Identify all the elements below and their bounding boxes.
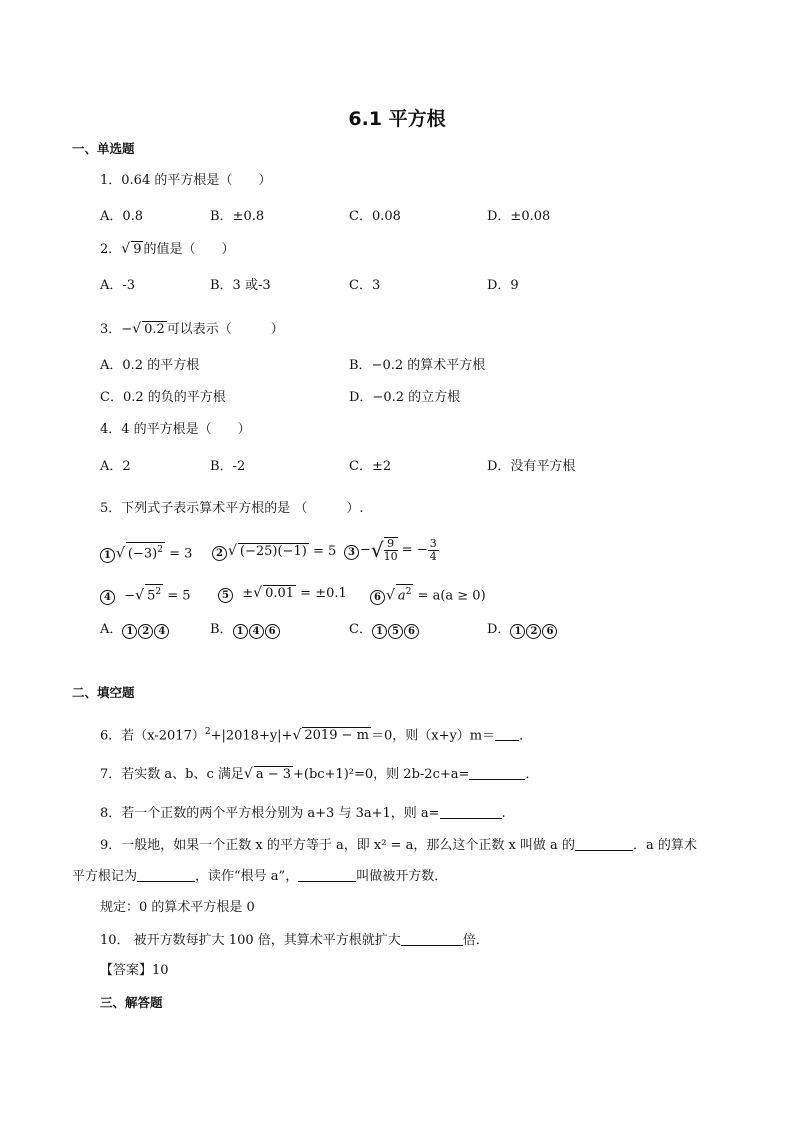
question-9-rule: 规定：0 的算术平方根是 0: [100, 900, 255, 915]
question-1-option-a: A．0.8: [100, 209, 144, 224]
expression-2-radicand: (−25)(−1): [239, 544, 307, 559]
circled-number-icon: 1: [122, 624, 137, 639]
question-9-part-d: ，读作“根号 a”，: [195, 869, 299, 884]
question-2-option-d: D．9: [487, 278, 519, 293]
question-4-option-c: C．±2: [349, 459, 392, 474]
question-3-radicand: 0.2: [144, 322, 165, 337]
radical-sign-icon: √: [116, 545, 125, 562]
question-3-option-a: A．0.2 的平方根: [100, 358, 200, 373]
expression-3-fraction: [384, 537, 398, 563]
radical-sign-icon: √: [386, 587, 395, 604]
question-3-tail: 可以表示（ ）: [166, 322, 284, 337]
circled-number-icon: 6: [404, 624, 419, 639]
question-8: [100, 804, 506, 823]
page-title: 6.1 平方根: [348, 108, 446, 130]
question-8-end: .: [501, 806, 506, 821]
circled-number-icon: 2: [526, 624, 541, 639]
radical-sign-icon: √: [132, 321, 142, 337]
question-5-option-d: [487, 621, 558, 639]
expression-3-result-numerator: 3: [429, 536, 437, 550]
question-3-negative: −: [121, 322, 133, 337]
question-5-expression-4: [100, 584, 191, 605]
question-10-end: 倍．: [462, 933, 489, 948]
option-d-label: D．: [487, 622, 511, 637]
circled-number-icon: 1: [100, 548, 115, 563]
expression-6-exponent: 2: [405, 587, 412, 597]
expression-3-negative: −: [360, 542, 371, 558]
circled-number-icon: 4: [100, 590, 115, 605]
expression-4-radicand: [145, 584, 163, 603]
expression-3-numerator: 9: [384, 538, 398, 551]
question-6-part-c: ＝0，则（x+y）m＝: [370, 728, 496, 744]
question-10: [100, 931, 489, 950]
expression-5-radicand: 0.01: [265, 586, 295, 601]
radical-sign-icon: √: [228, 543, 237, 559]
circled-number-icon: 1: [372, 624, 387, 639]
question-9-answer-blank-3[interactable]: [298, 867, 356, 882]
question-10-answer-blank[interactable]: [401, 931, 463, 946]
section-heading-solution: 三、解答题: [100, 995, 163, 1010]
expression-6-radicand: [396, 584, 414, 603]
circled-number-icon: 3: [344, 545, 359, 560]
question-3-option-d: D．−0.2 的立方根: [349, 390, 461, 405]
question-5-option-a: [100, 621, 170, 639]
question-6-part-a: 6．若（x-2017）: [100, 728, 205, 744]
question-4-option-d: D．没有平方根: [487, 459, 576, 474]
option-b-label: B．: [210, 622, 233, 637]
option-a-label: A．: [100, 622, 123, 637]
question-6-exponent: 2: [204, 727, 211, 737]
circled-number-icon: 1: [233, 624, 248, 639]
question-5-option-c: [349, 621, 420, 639]
question-1-option-d: D．±0.08: [487, 209, 551, 224]
radical-sign-icon: √: [370, 538, 384, 562]
question-6-end: ．: [519, 728, 533, 744]
question-9-part-b: ．a 的算术: [632, 838, 697, 853]
question-1-stem: 1．0.64 的平方根是（ ）: [100, 173, 272, 188]
option-c-label: C．: [349, 622, 372, 637]
question-9-line-2: [72, 867, 447, 886]
question-4-option-a: A．2: [100, 459, 131, 474]
question-9-part-e: 叫做被开方数．: [356, 869, 448, 884]
circled-number-icon: 2: [212, 546, 227, 561]
circled-number-icon: 1: [510, 624, 525, 639]
question-3-stem: [100, 320, 284, 339]
question-2-stem: [100, 240, 235, 259]
question-2-tail: 的值是（ ）: [143, 242, 235, 257]
expression-6-base: a: [397, 588, 406, 604]
question-5-stem: 5．下列式子表示算术平方根的是 （ ）.: [100, 501, 364, 516]
expression-3-result-denominator: 4: [429, 549, 437, 563]
question-7-end: ．: [525, 767, 539, 782]
expression-5-rhs: = ±0.1: [296, 586, 347, 601]
radical-sign-icon: √: [253, 585, 263, 601]
expression-1-radicand: [126, 542, 165, 561]
question-9-answer-blank-1[interactable]: [575, 836, 633, 851]
question-1-option-b: B．±0.8: [210, 209, 265, 224]
question-6-radicand: 2019 − m: [304, 728, 369, 744]
question-7-part-a: 7．若实数 a、b、c 满足: [100, 767, 244, 782]
circled-number-icon: 4: [154, 624, 169, 639]
question-8-text: 8．若一个正数的两个平方根分别为 a+3 与 3a+1，则 a=: [100, 806, 440, 821]
question-6-answer-blank[interactable]: [495, 726, 519, 741]
expression-5-plus-minus: ±: [242, 586, 254, 601]
section-heading-single-choice: 一、单选题: [72, 141, 135, 156]
question-7: [100, 765, 538, 784]
expression-3-denominator: 10: [383, 550, 398, 563]
question-6-part-b: +|2018+y|+: [210, 728, 293, 744]
question-9-line-1: [100, 836, 697, 855]
question-2-option-b: B．3 或-3: [210, 278, 271, 293]
question-10-answer: 【答案】10: [100, 963, 169, 978]
question-10-text: 10． 被开方数每扩大 100 倍，其算术平方根就扩大: [100, 933, 401, 948]
expression-6-rhs: = a(a ≥ 0): [413, 588, 486, 604]
question-5-expression-6: [370, 584, 486, 605]
question-7-answer-blank[interactable]: [469, 765, 525, 780]
circled-number-icon: 5: [388, 624, 403, 639]
circled-number-icon: 6: [542, 624, 557, 639]
circled-number-icon: 2: [138, 624, 153, 639]
radical-sign-icon: √: [292, 727, 302, 744]
question-4-stem: 4．4 的平方根是（ ）: [100, 422, 251, 437]
expression-3-result-fraction: [428, 538, 439, 563]
question-9-part-a: 9．一般地，如果一个正数 x 的平方等于 a，即 x² = a，那么这个正数 x 叫做 a 的: [100, 838, 575, 853]
circled-number-icon: 6: [265, 624, 280, 639]
question-2-option-c: C．3: [349, 278, 381, 293]
question-3-option-c: C．0.2 的负的平方根: [100, 390, 226, 405]
expression-1-base: (−3): [127, 546, 158, 562]
circled-number-icon: 4: [249, 624, 264, 639]
question-5-expression-5: [218, 584, 347, 603]
question-2-option-a: A．-3: [100, 278, 136, 293]
question-1-option-c: C．0.08: [349, 209, 401, 224]
section-heading-fill-blank: 二、填空题: [72, 685, 135, 700]
radical-sign-icon: √: [243, 766, 253, 782]
question-9-part-c: 平方根记为: [72, 869, 138, 884]
expression-2-rhs: = 5: [308, 544, 337, 559]
expression-3-equals: = −: [397, 542, 428, 558]
question-5-option-b: [210, 621, 281, 639]
expression-4-exponent: 2: [155, 587, 162, 597]
circled-number-icon: 5: [218, 588, 233, 603]
radical-sign-icon: √: [121, 241, 131, 257]
question-5-expression-1: [100, 542, 192, 563]
expression-1-rhs: = 3: [164, 546, 193, 562]
question-8-answer-blank[interactable]: [440, 804, 502, 819]
question-3-option-b: B．−0.2 的算术平方根: [349, 358, 486, 373]
question-2-radicand: 9: [133, 242, 142, 257]
question-9-answer-blank-2[interactable]: [137, 867, 195, 882]
circled-number-icon: 6: [370, 590, 385, 605]
question-5-expression-2: [212, 542, 336, 561]
radical-sign-icon: √: [135, 587, 145, 604]
question-3-number: 3．: [100, 322, 122, 337]
expression-4-negative: −: [124, 588, 136, 604]
question-2-number: 2．: [100, 242, 122, 257]
question-6: [100, 723, 532, 745]
question-7-radicand: a − 3: [255, 767, 291, 782]
expression-1-exponent: 2: [157, 545, 163, 555]
question-4-option-b: B．-2: [210, 459, 246, 474]
expression-4-rhs: = 5: [163, 588, 191, 604]
question-7-part-b: +(bc+1)²=0，则 2b-2c+a=: [293, 767, 470, 782]
expression-4-base: 5: [147, 588, 156, 604]
question-5-expression-3: [344, 536, 439, 565]
